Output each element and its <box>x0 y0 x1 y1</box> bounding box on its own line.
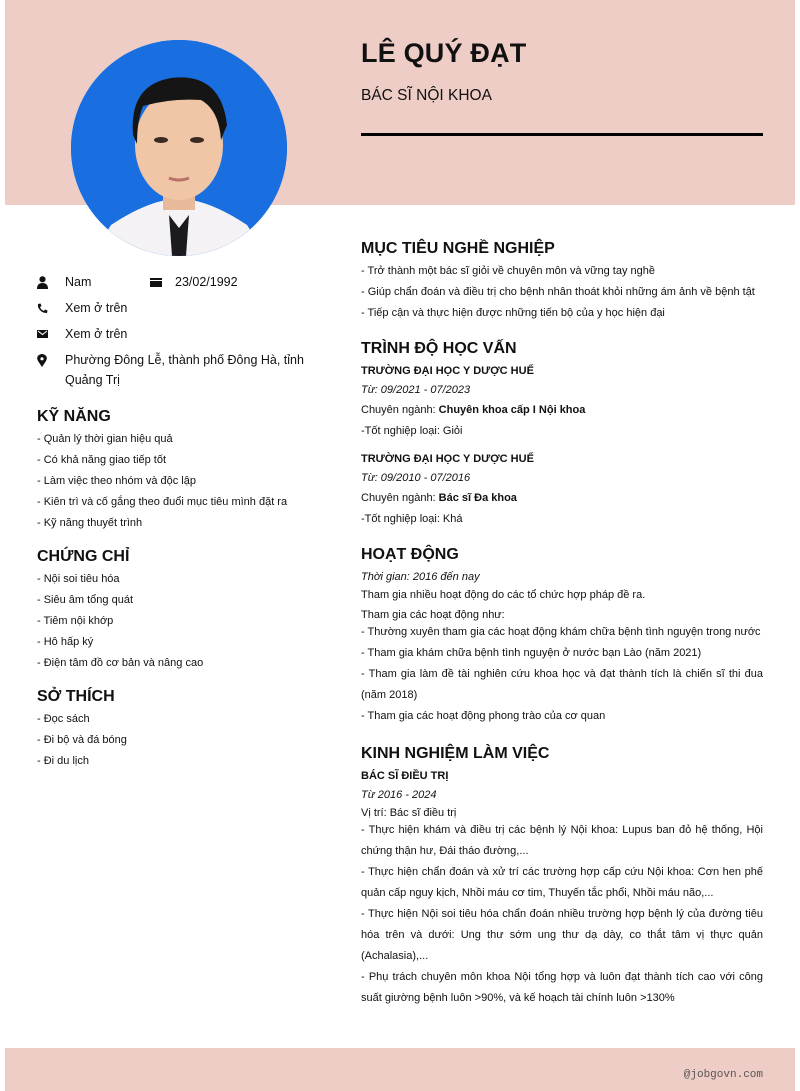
education-entry <box>361 364 763 438</box>
email-value: Xem ở trên <box>65 327 128 341</box>
education-section <box>361 340 763 526</box>
objective-item: - Giúp chẩn đoán và điều trị cho bệnh nhân thoát khỏi những ám ảnh về bệnh tật <box>361 286 755 298</box>
experience-section <box>361 745 763 1009</box>
certificate-item: - Hô hấp ký <box>37 636 94 648</box>
hobby-item: - Đi bộ và đá bóng <box>37 734 127 746</box>
certificates-title: CHỨNG CHỈ <box>37 548 130 565</box>
right-column <box>361 240 763 1027</box>
phone-icon <box>37 298 65 318</box>
certificate-item: - Tiêm nội khớp <box>37 615 114 627</box>
activity-item: - Tham gia các hoạt động phong trào của cơ quan <box>361 710 606 722</box>
footer-watermark: @jobgovn.com <box>683 1069 763 1081</box>
certificates-section <box>37 548 327 670</box>
calendar-icon <box>150 272 175 292</box>
skill-item: - Kiên trì và cố gắng theo đuổi mục tiêu mình đặt ra <box>37 496 288 508</box>
education-entry <box>361 452 763 526</box>
left-column <box>37 272 327 775</box>
experience-title: KINH NGHIỆM LÀM VIỆC <box>361 745 550 762</box>
candidate-name: LÊ QUÝ ĐẠT <box>361 38 527 68</box>
school-name: TRƯỜNG ĐẠI HỌC Y DƯỢC HUẾ <box>361 453 534 465</box>
email-row <box>37 324 327 344</box>
experience-item: - Phụ trách chuyên môn khoa Nội tổng hợp và luôn đạt thành tích cao với công suất giường bệnh luôn >90%, và kế hoạch tài chính luôn >130% <box>361 971 763 1004</box>
experience-role: BÁC SĨ ĐIỀU TRỊ <box>361 770 449 782</box>
location-pin-icon <box>37 350 65 370</box>
objective-section <box>361 240 763 320</box>
gender-birthdate-row <box>37 272 327 292</box>
address-value: Phường Đông Lễ, thành phố Đông Hà, tỉnh Quảng Trị <box>65 353 304 387</box>
activities-intro: Tham gia các hoạt động như: <box>361 609 505 621</box>
major-label: Chuyên ngành: <box>361 492 439 504</box>
education-period: Từ: 09/2021 - 07/2023 <box>361 384 471 396</box>
activities-section <box>361 546 763 727</box>
phone-value: Xem ở trên <box>65 301 128 315</box>
address-row <box>37 350 327 390</box>
footer-band <box>5 1048 795 1091</box>
activities-period: Thời gian: 2016 đến nay <box>361 571 480 583</box>
skill-item: - Kỹ năng thuyết trình <box>37 517 143 529</box>
experience-position: Vị trí: Bác sĩ điều trị <box>361 807 457 819</box>
experience-item: - Thực hiện khám và điều trị các bệnh lý Nội khoa: Lupus ban đỏ hệ thống, Hội chứng thận hư, Đái tháo đường,... <box>361 824 763 857</box>
objective-item: - Trở thành một bác sĩ giỏi về chuyên môn và vững tay nghề <box>361 265 656 277</box>
education-grade: -Tốt nghiệp loại: Giỏi <box>361 425 463 437</box>
education-major <box>361 403 763 417</box>
objective-item: - Tiếp cận và thực hiện được những tiến bộ của y học hiện đại <box>361 307 665 319</box>
school-name: TRƯỜNG ĐẠI HỌC Y DƯỢC HUẾ <box>361 365 534 377</box>
skills-section <box>37 408 327 530</box>
portrait-illustration <box>71 40 287 256</box>
profile-photo <box>71 40 287 256</box>
certificate-item: - Điện tâm đồ cơ bản và nâng cao <box>37 657 204 669</box>
certificate-item: - Siêu âm tổng quát <box>37 594 134 606</box>
skill-item: - Có khả năng giao tiếp tốt <box>37 454 167 466</box>
hobbies-title: SỞ THÍCH <box>37 688 115 705</box>
skill-item: - Làm việc theo nhóm và độc lập <box>37 475 196 487</box>
activity-item: - Thường xuyên tham gia các hoạt động khám chữa bệnh tình nguyện trong nước <box>361 626 761 638</box>
gender-value: Nam <box>65 275 92 289</box>
hobbies-section <box>37 688 327 768</box>
experience-item: - Thực hiện chẩn đoán và xử trí các trường hợp cấp cứu Nội khoa: Cơn hen phế quản cấp nguy kịch, Nhồi máu cơ tim, Thuyến tắc phổi, Nhồi máu não,... <box>361 866 763 899</box>
hobby-item: - Đọc sách <box>37 713 90 725</box>
skill-item: - Quản lý thời gian hiệu quả <box>37 433 173 445</box>
birthdate-value: 23/02/1992 <box>175 275 238 289</box>
mail-icon <box>37 324 65 344</box>
major-label: Chuyên ngành: <box>361 404 439 416</box>
job-title: BÁC SĨ NỘI KHOA <box>361 87 492 104</box>
objective-title: MỤC TIÊU NGHỀ NGHIỆP <box>361 240 555 257</box>
major-value: Chuyên khoa cấp I Nội khoa <box>438 404 586 416</box>
major-value: Bác sĩ Đa khoa <box>438 492 517 504</box>
header-divider <box>361 133 763 136</box>
experience-period: Từ 2016 - 2024 <box>361 789 437 801</box>
education-period: Từ: 09/2010 - 07/2016 <box>361 472 471 484</box>
education-grade: -Tốt nghiệp loại: Khá <box>361 513 463 525</box>
activities-intro: Tham gia nhiều hoạt động do các tổ chức hợp pháp đề ra. <box>361 589 646 601</box>
experience-item: - Thực hiện Nội soi tiêu hóa chẩn đoán nhiều trường hợp bệnh lý của đường tiêu hóa trên và dưới: Ung thư sớm ung thư dạ dày, co thắt tâm vị thực quản (Achalasia),... <box>361 908 763 962</box>
education-title: TRÌNH ĐỘ HỌC VẤN <box>361 340 517 357</box>
activity-item: - Tham gia làm đề tài nghiên cứu khoa học và đạt thành tích là chiến sĩ thi đua (năm 2018) <box>361 668 763 701</box>
skills-title: KỸ NĂNG <box>37 408 111 425</box>
activity-item: - Tham gia khám chữa bệnh tình nguyện ở nước bạn Lào (năm 2021) <box>361 647 702 659</box>
certificate-item: - Nội soi tiêu hóa <box>37 573 120 585</box>
hobby-item: - Đi du lịch <box>37 755 89 767</box>
education-major <box>361 491 763 505</box>
activities-title: HOẠT ĐỘNG <box>361 546 459 563</box>
user-icon <box>37 272 65 292</box>
phone-row <box>37 298 327 318</box>
